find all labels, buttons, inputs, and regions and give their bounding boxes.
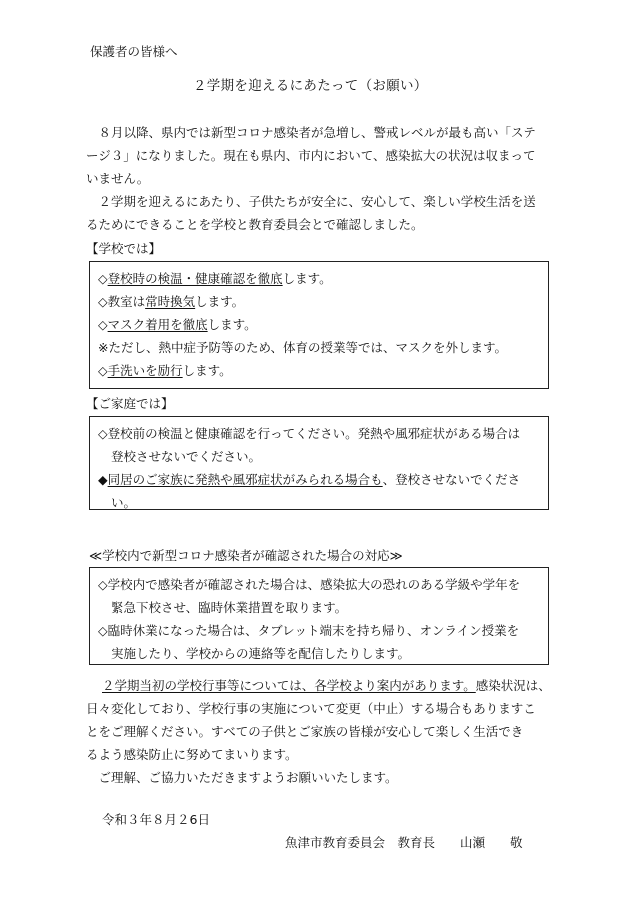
home-box — [89, 416, 549, 510]
closing-line1: ２学期当初の学校行事等については、各学校より案内があります。感染状況は、 — [102, 678, 551, 693]
school-item-1: ◇登校時の検温・健康確認を徹底します。 — [98, 271, 332, 286]
intro-p1-line2: ージ３」になりました。現在も県内、市内において、感染拡大の状況は収まって — [86, 148, 536, 163]
covid-item-2-line2: 実施したり、学校からの連絡等を配信したりします。 — [111, 646, 411, 661]
school-item-4: ※ただし、熱中症予防等のため、体育の授業等では、マスクを外します。 — [98, 340, 507, 355]
covid-item-1-line1: ◇学校内で感染者が確認された場合は、感染拡大の恐れのある学級や学年を — [98, 577, 521, 592]
covid-item-2-line1: ◇臨時休業になった場合は、タブレット端末を持ち帰り、オンライン授業を — [98, 623, 520, 638]
closing-line4: るよう感染防止に努めてまいります。 — [86, 747, 298, 762]
closing-line5: ご理解、ご協力いただきますようお願いいたします。 — [86, 770, 398, 785]
covid-case-heading: ≪学校内で新型コロナ感染者が確認された場合の対応≫ — [89, 548, 403, 563]
intro-p1-line1: ８月以降、県内では新型コロナ感染者が急増し、警戒レベルが最も高い「ステ — [86, 125, 536, 140]
addressee: 保護者の皆様へ — [90, 44, 178, 59]
school-item-2: ◇教室は常時換気します。 — [98, 294, 245, 309]
intro-p2-line2: るためにできることを学校と教育委員会とで確認しました。 — [86, 217, 424, 232]
signature: 魚津市教育委員会 教育長 山瀬 敬 — [285, 835, 523, 850]
school-heading: 【学校では】 — [86, 241, 162, 256]
covid-case-box — [89, 567, 549, 665]
home-item-1-line1: ◇登校前の検温と健康確認を行ってください。発熱や風邪症状がある場合は — [98, 426, 521, 441]
closing-line3: とをご理解ください。すべての子供とご家族の皆様が安心して楽しく生活でき — [86, 724, 524, 739]
intro-p2-line1: ２学期を迎えるにあたり、子供たちが安全に、安心して、楽しい学校生活を送 — [86, 194, 536, 209]
school-box — [89, 261, 549, 389]
home-item-2-line2: い。 — [111, 495, 137, 510]
home-heading: 【ご家庭では】 — [86, 396, 174, 411]
date: 令和３年８月２6日 — [102, 812, 210, 827]
home-item-1-line2: 登校させないでください。 — [111, 449, 262, 464]
covid-item-1-line2: 緊急下校させ、臨時休業措置を取ります。 — [111, 600, 348, 615]
school-item-3: ◇マスク着用を徹底します。 — [98, 317, 257, 332]
school-item-5: ◇手洗いを励行します。 — [98, 363, 232, 378]
home-item-2-line1: ◆同居のご家族に発熱や風邪症状がみられる場合も、登校させないでくださ — [98, 472, 521, 487]
page-title: ２学期を迎えるにあたって（お願い） — [193, 78, 428, 94]
closing-line2: 日々変化しており、学校行事の実施について変更（中止）する場合もありますこ — [86, 701, 536, 716]
intro-p1-line3: いません。 — [86, 171, 150, 186]
